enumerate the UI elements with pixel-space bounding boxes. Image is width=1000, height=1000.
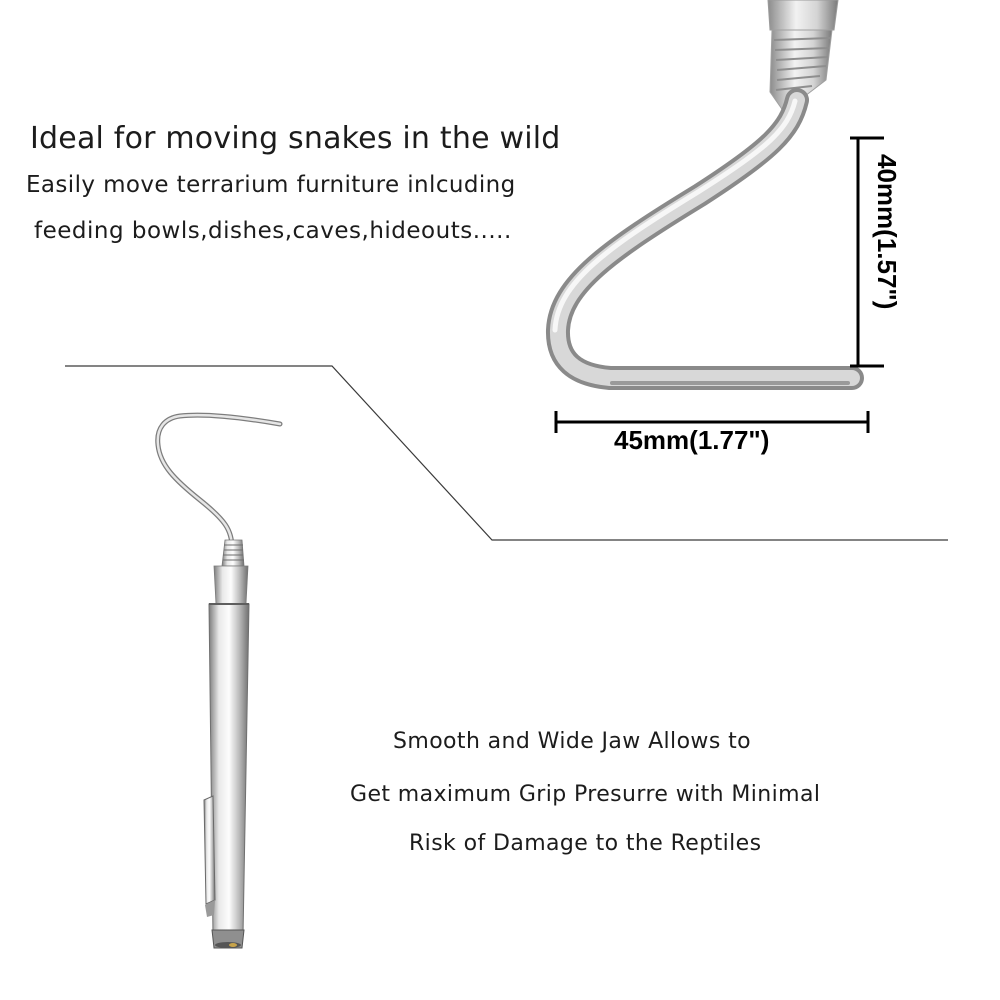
connector-lines (65, 366, 948, 540)
callout-heading: Ideal for moving snakes in the wild (30, 121, 561, 156)
feature-text-line-1: Smooth and Wide Jaw Allows to (393, 729, 751, 754)
callout-text-line-2: feeding bowls,dishes,caves,hideouts..... (34, 218, 512, 244)
feature-text-line-3: Risk of Damage to the Reptiles (409, 831, 762, 856)
width-dimension-label: 45mm(1.77") (614, 425, 770, 455)
hook-closeup (555, 0, 852, 383)
height-dimension-label: 40mm(1.57") (872, 154, 902, 310)
callout-text-line-1: Easily move terrarium furniture inlcuding (26, 172, 516, 198)
feature-text-line-2: Get maximum Grip Presurre with Minimal (350, 782, 821, 807)
snake-hook-tool (158, 415, 280, 948)
